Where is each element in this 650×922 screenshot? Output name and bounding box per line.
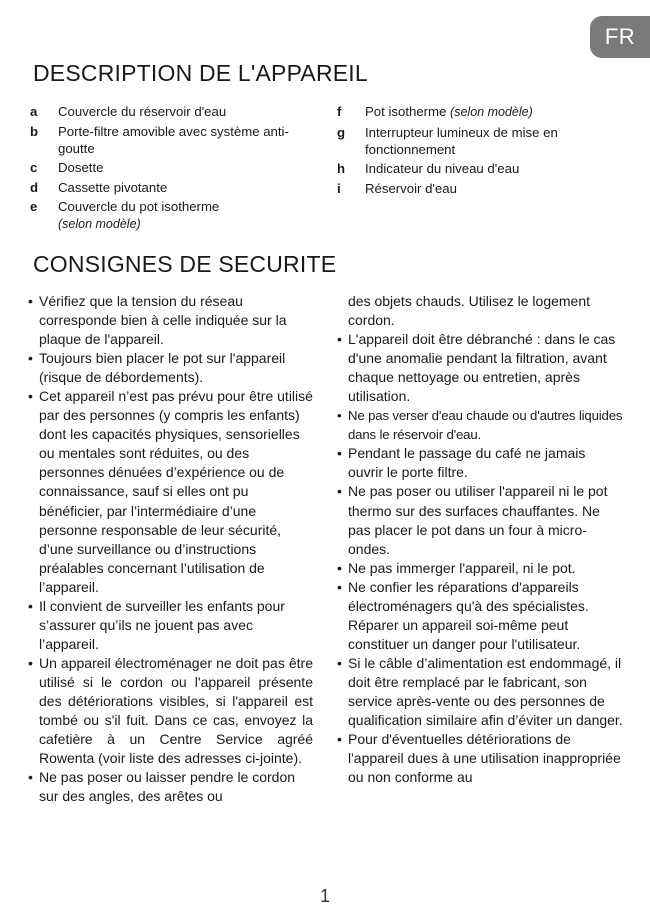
item-text: Interrupteur lumineux de mise en fonctionnement xyxy=(365,124,558,157)
item-text-main: Pot isotherme xyxy=(365,104,447,119)
safety-bullet: • Pendant le passage du café ne jamais ouvrir le porte filtre. xyxy=(337,444,623,482)
item-text-main: Couvercle du pot isotherme xyxy=(58,199,220,215)
safety-bullet: • Ne confier les réparations d'appareils électroménagers qu'à des spécialistes. Réparer un appareil soi-même peut constituer un danger pour l'utilisateur. xyxy=(337,578,623,654)
item-text: Réservoir d'eau xyxy=(365,180,457,196)
safety-bullet: • Ne pas poser ou utiliser l'appareil ni le pot thermo sur des surfaces chauffantes. Ne pas placer le pot dans un four à micro-ondes. xyxy=(337,482,623,558)
language-tab: FR xyxy=(590,16,650,58)
description-item xyxy=(30,123,330,157)
safety-column-right xyxy=(337,292,623,787)
safety-bullet: • Pour d'éventuelles détériorations de l'appareil dues à une utilisation inappropriée ou non conforme au xyxy=(337,730,623,787)
item-text: Dosette xyxy=(58,160,104,176)
safety-bullet: • L'appareil doit être débranché : dans le cas d'une anomalie pendant la filtration, avant chaque nettoyage ou entretien, après utilisation. xyxy=(337,330,623,406)
item-text: Indicateur du niveau d'eau xyxy=(365,161,520,177)
item-letter: b xyxy=(30,123,39,139)
description-title: DESCRIPTION DE L'APPAREIL xyxy=(33,60,368,86)
item-text: Cassette pivotante xyxy=(58,179,168,195)
safety-bullet: • Cet appareil n’est pas prévu pour être utilisé par des personnes (y compris les enfants) dont les capacités physiques, sensorielles ou mentales sont réduites, ou des personnes dénuées d’expérience ou de connaissance, sauf si elles ont pu bénéficier, par l’intermédiaire d’une personne responsable de leur sécurité, d’une surveillance ou d’instructions préalables concernant l’utilisation de l’appareil. xyxy=(28,387,313,597)
safety-bullet: • Ne pas poser ou laisser pendre le cordon sur des angles, des arêtes ou xyxy=(28,768,313,806)
safety-bullet: • Toujours bien placer le pot sur l'appareil (risque de débordements). xyxy=(28,349,313,387)
item-letter: h xyxy=(337,161,346,177)
item-text: Couvercle du réservoir d'eau xyxy=(58,104,227,119)
description-item xyxy=(30,179,330,196)
item-text: Porte-filtre amovible avec système anti-goutte xyxy=(58,123,289,156)
item-letter: d xyxy=(30,179,39,195)
description-item xyxy=(30,103,330,120)
description-list-left xyxy=(30,103,330,236)
description-item xyxy=(337,124,637,158)
item-text xyxy=(58,198,330,233)
description-list-right xyxy=(337,103,637,199)
item-letter: f xyxy=(337,104,342,119)
description-item xyxy=(30,198,330,233)
item-letter: g xyxy=(337,124,346,140)
safety-column-left xyxy=(28,292,313,806)
item-letter: c xyxy=(30,160,38,176)
item-text xyxy=(365,103,637,121)
item-letter: a xyxy=(30,104,38,119)
description-item xyxy=(337,160,637,177)
safety-bullet: • Il convient de surveiller les enfants pour s’assurer qu’ils ne jouent pas avec l’appareil. xyxy=(28,597,313,654)
safety-bullet: • Ne pas verser d'eau chaude ou d'autres liquides dans le réservoir d'eau. xyxy=(337,406,623,444)
description-item xyxy=(337,103,637,121)
page-number: 1 xyxy=(319,886,330,906)
safety-continuation: des objets chauds. Utilisez le logement cordon. xyxy=(348,293,591,329)
item-letter: i xyxy=(337,180,341,196)
description-item xyxy=(30,159,330,176)
safety-bullet: • Vérifiez que la tension du réseau corresponde bien à celle indiquée sur la plaque de l'appareil. xyxy=(28,292,313,349)
safety-title: CONSIGNES DE SECURITE xyxy=(33,251,337,277)
safety-bullet: • Ne pas immerger l'appareil, ni le pot. xyxy=(337,559,623,578)
item-letter: e xyxy=(30,199,38,215)
item-note: (selon modèle) xyxy=(58,217,141,232)
safety-bullet: • Un appareil électroménager ne doit pas être utilisé si le cordon ou l'appareil présente des détériorations visibles, si l'appareil est tombé ou s'il fuit. Dans ce cas, envoyez la cafetière à un Centre Service agréé Rowenta (voir liste des adresses ci-jointe). xyxy=(28,654,313,768)
safety-bullet: • Si le câble d’alimentation est endommagé, il doit être remplacé par le fabricant, son service après-vente ou des personnes de qualification similaire afin d’éviter un danger. xyxy=(337,654,623,730)
item-note: (selon modèle) xyxy=(450,105,533,119)
description-item xyxy=(337,180,637,197)
